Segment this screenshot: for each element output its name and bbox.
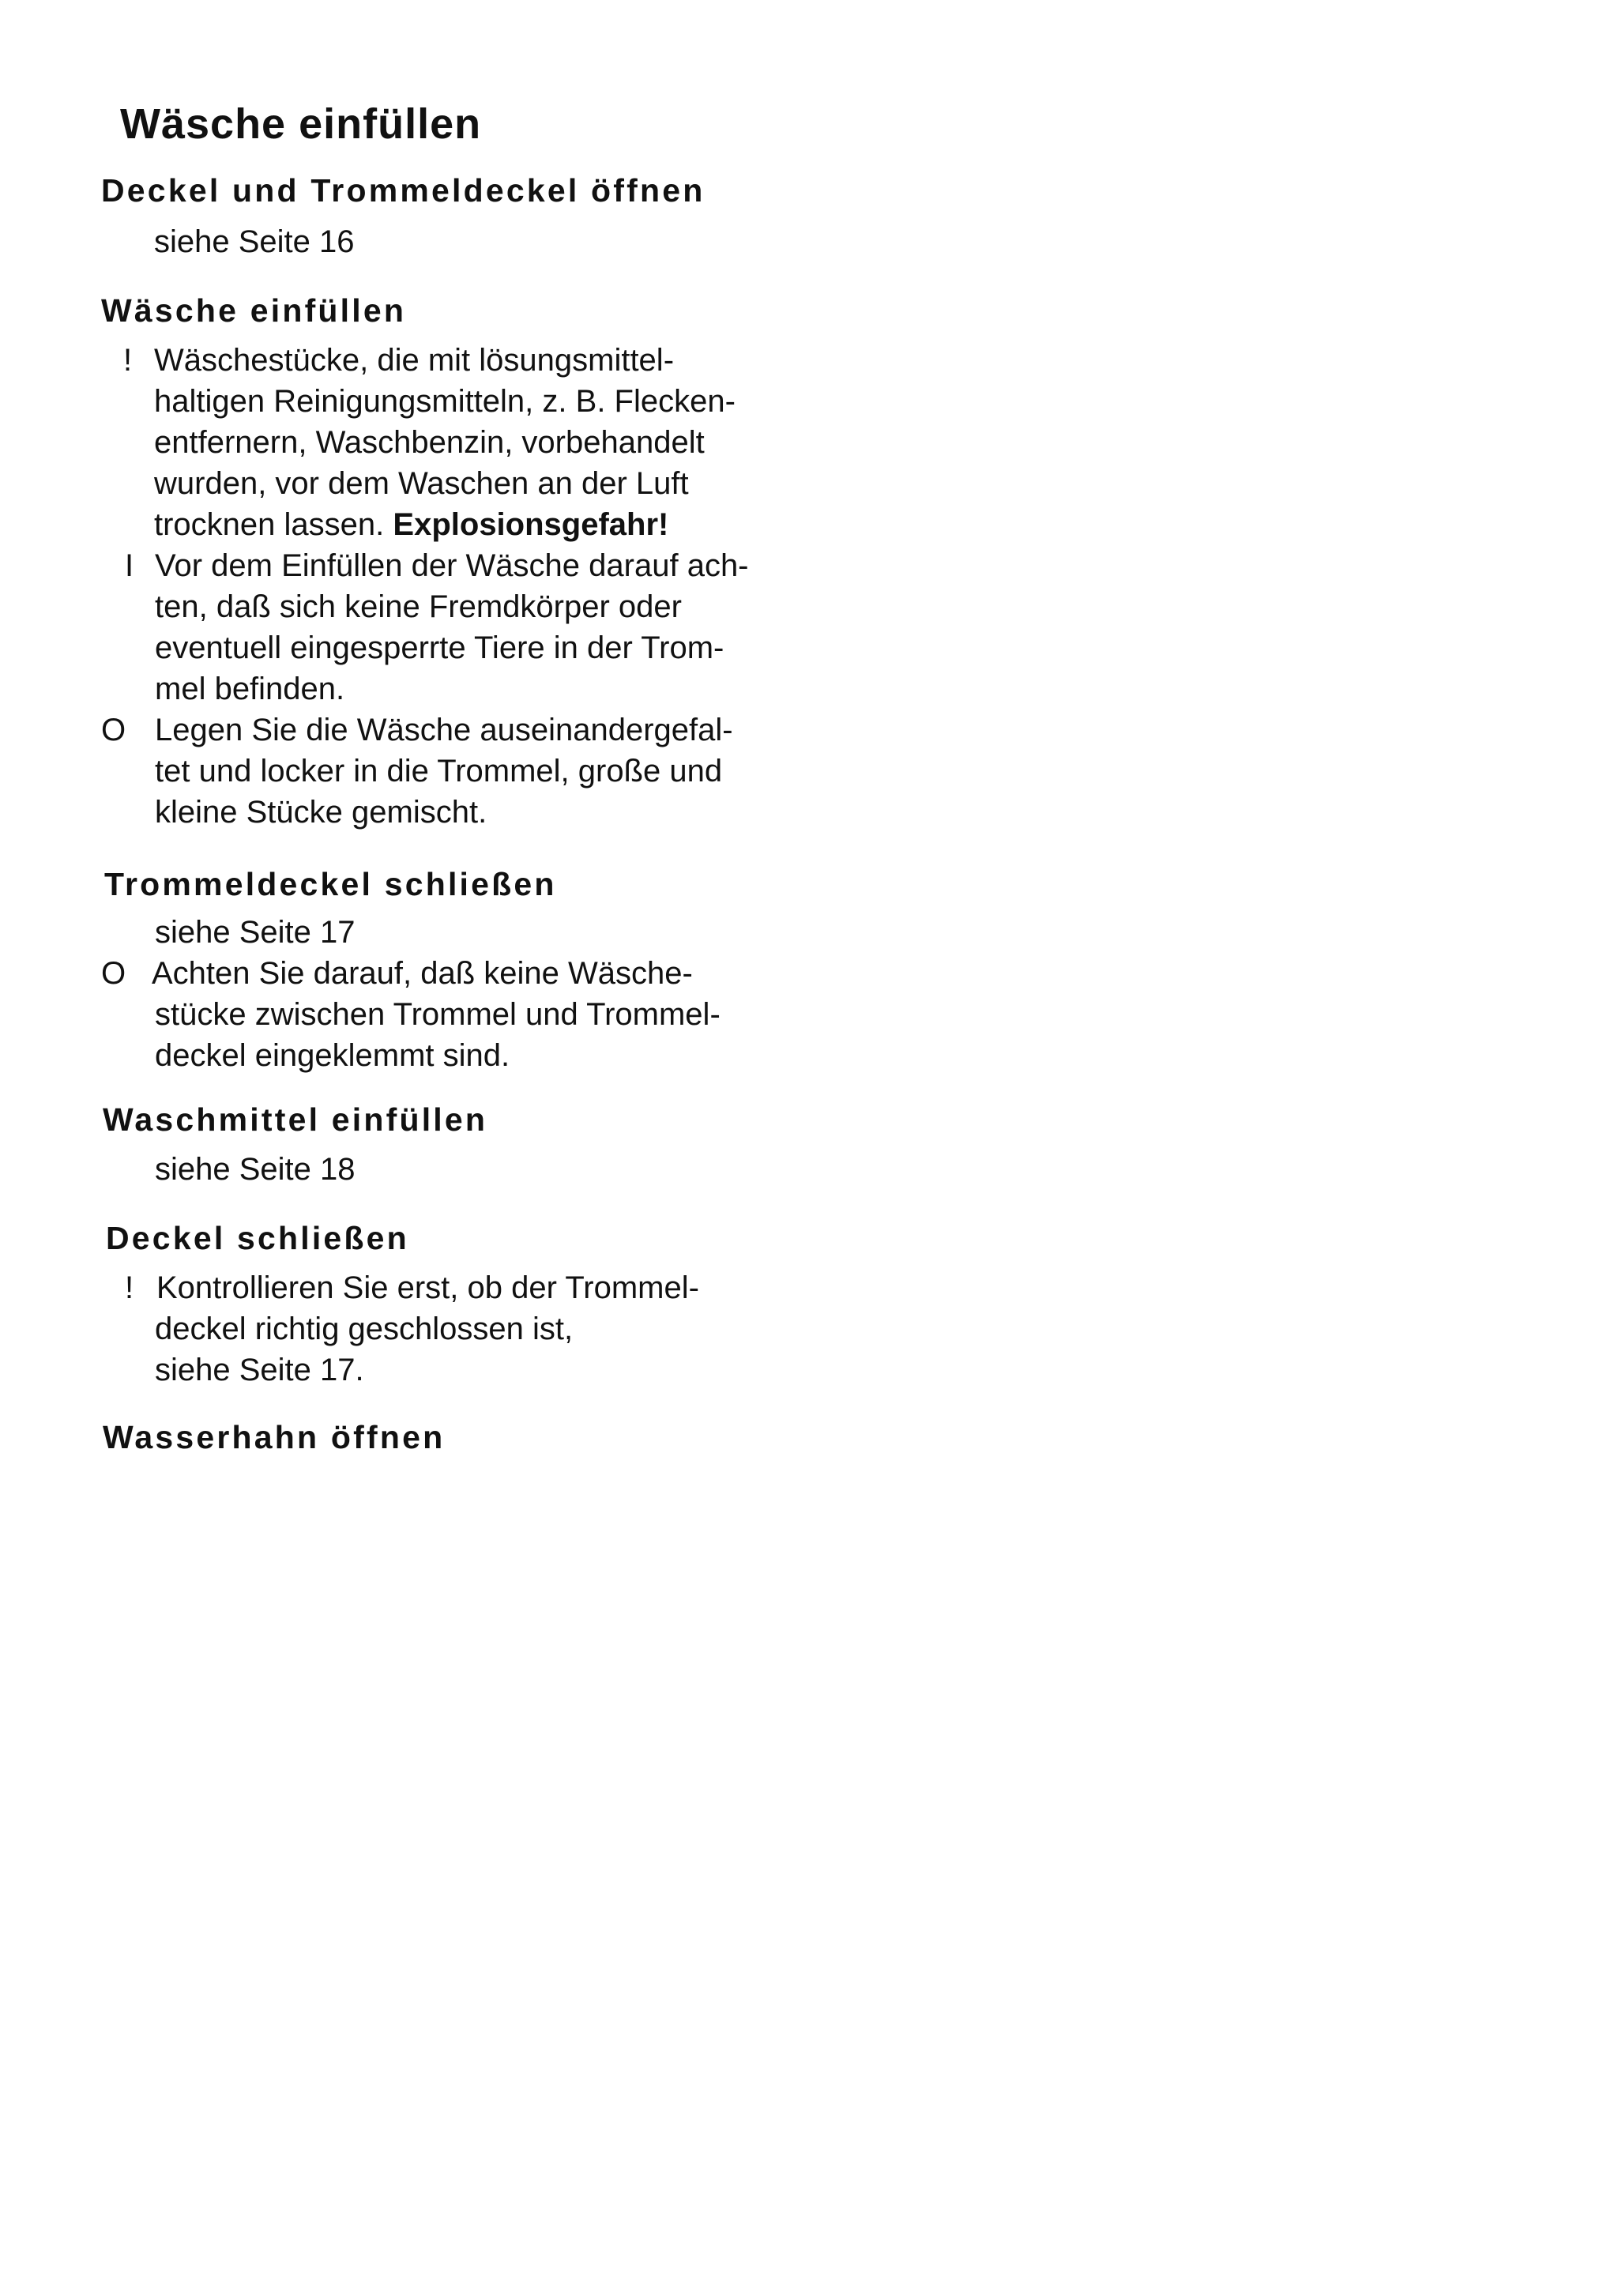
page-reference: siehe Seite 18 xyxy=(155,1152,356,1187)
section-heading-open-lids: Deckel und Trommeldeckel öffnen xyxy=(101,172,706,209)
section-heading-add-detergent: Waschmittel einfüllen xyxy=(103,1101,488,1138)
page-reference: siehe Seite 16 xyxy=(154,224,355,259)
page-reference: siehe Seite 17 xyxy=(155,915,356,950)
warning-line: Wäschestücke, die mit lösungsmittel- xyxy=(154,343,675,378)
step-line: Legen Sie die Wäsche auseinandergefal- xyxy=(155,713,733,747)
step-marker: O xyxy=(101,956,126,991)
info-line: mel befinden. xyxy=(155,672,345,706)
section-heading-open-tap: Wasserhahn öffnen xyxy=(103,1419,446,1455)
section-heading-load-laundry: Wäsche einfüllen xyxy=(101,292,407,329)
explosion-warning: Explosionsgefahr! xyxy=(393,507,669,542)
warning-line xyxy=(154,504,668,545)
warning-text: trocknen lassen. xyxy=(154,507,385,542)
warning-line: Kontrollieren Sie erst, ob der Trommel- xyxy=(156,1270,699,1305)
step-line: stücke zwischen Trommel und Trommel- xyxy=(155,997,721,1032)
warning-marker: ! xyxy=(125,1270,134,1305)
section-heading-close-lid: Deckel schließen xyxy=(106,1220,409,1256)
info-marker: I xyxy=(125,548,134,583)
warning-line: wurden, vor dem Waschen an der Luft xyxy=(154,466,689,501)
warning-line: siehe Seite 17. xyxy=(155,1353,364,1387)
section-heading-close-drum-lid: Trommeldeckel schließen xyxy=(104,866,557,902)
step-line: tet und locker in die Trommel, große und xyxy=(155,754,723,789)
step-line: Achten Sie darauf, daß keine Wäsche- xyxy=(152,956,693,991)
info-line: Vor dem Einfüllen der Wäsche darauf ach- xyxy=(155,548,749,583)
warning-line: entfernern, Waschbenzin, vorbehandelt xyxy=(154,425,705,460)
step-marker: O xyxy=(101,713,126,747)
warning-line: deckel richtig geschlossen ist, xyxy=(155,1312,574,1346)
page-title: Wäsche einfüllen xyxy=(120,100,482,148)
warning-marker: ! xyxy=(123,343,133,378)
step-line: deckel eingeklemmt sind. xyxy=(155,1038,510,1073)
step-line: kleine Stücke gemischt. xyxy=(155,795,487,830)
warning-line: haltigen Reinigungsmitteln, z. B. Flecken- xyxy=(154,384,736,419)
info-line: eventuell eingesperrte Tiere in der Trom- xyxy=(155,630,724,665)
info-line: ten, daß sich keine Fremdkörper oder xyxy=(155,589,682,624)
